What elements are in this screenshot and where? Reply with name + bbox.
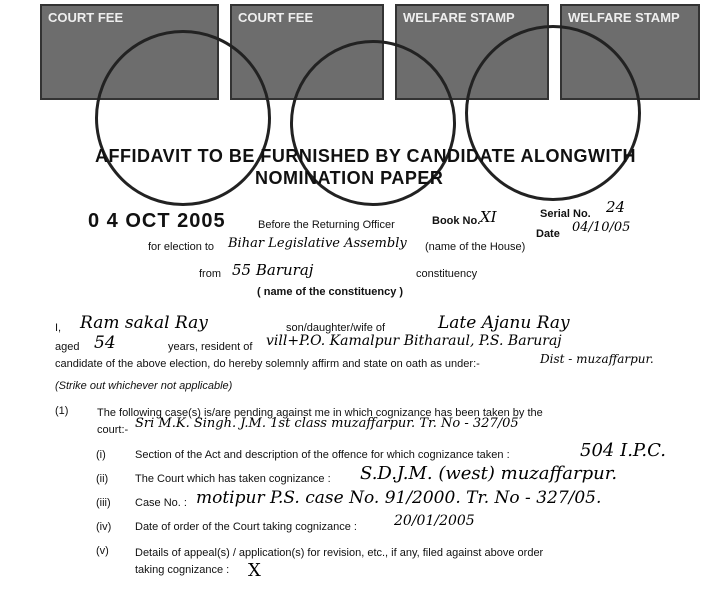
affidavit-title: AFFIDAVIT TO BE FURNISHED BY CANDIDATE ALONGWITH xyxy=(95,146,636,166)
case-number: (1) xyxy=(55,405,69,417)
age-value: 54 xyxy=(94,333,116,353)
item-number: (iv) xyxy=(96,521,112,533)
relation-label: son/daughter/wife of xyxy=(286,322,386,334)
constituency-note: ( name of the constituency ) xyxy=(257,286,404,298)
item-label: Section of the Act and description of the offence for which cognizance taken : xyxy=(135,449,510,461)
house-suffix: (name of the House) xyxy=(425,241,526,253)
item-value: motipur P.S. case No. 91/2000. Tr. No - 327/05. xyxy=(196,488,602,508)
item-label: Date of order of the Court taking cognizance : xyxy=(135,521,357,533)
item-label: Details of appeal(s) / application(s) for revision, etc., if any, filed against above order xyxy=(135,547,544,559)
item-number: (iii) xyxy=(96,497,111,509)
stamp-label: WELFARE STAMP xyxy=(568,10,680,25)
serial-no-label: Serial No. xyxy=(540,208,591,220)
serial-no-value: 24 xyxy=(606,198,626,216)
item-value: 20/01/2005 xyxy=(394,513,475,529)
strike-note: (Strike out whichever not applicable) xyxy=(55,380,233,392)
affidavit-title-line2: NOMINATION PAPER xyxy=(255,168,444,188)
item-label: The Court which has taken cognizance : xyxy=(135,473,331,485)
official-seal xyxy=(95,30,271,206)
father-name: Late Ajanu Ray xyxy=(438,313,570,333)
item-value: S.D.J.M. (west) muzaffarpur. xyxy=(360,463,618,484)
address-value: vill+P.O. Kamalpur Bitharaul, P.S. Baruraj xyxy=(266,333,562,349)
court-label: court:- xyxy=(97,424,129,436)
case-text: The following case(s) is/are pending against me in which cognizance has been taken by the xyxy=(97,407,543,419)
date-label: Date xyxy=(536,228,560,240)
district-value: Dist - muzaffarpur. xyxy=(540,352,654,366)
before-label: Before the Returning Officer xyxy=(258,219,395,231)
item-label-continued: taking cognizance : xyxy=(135,564,230,576)
court-value: Sri M.K. Singh. J.M. 1st class muzaffarpur. Tr. No - 327/05 xyxy=(135,416,519,431)
item-label: Case No. : xyxy=(135,497,187,509)
constituency-value: 55 Baruraj xyxy=(232,261,314,279)
stamp-label: COURT FEE xyxy=(48,10,124,25)
constituency-suffix: constituency xyxy=(416,268,478,280)
oath-line: candidate of the above election, do hereby solemnly affirm and state on oath as under:- xyxy=(55,358,480,370)
i-label: I, xyxy=(55,322,62,334)
item-number: (v) xyxy=(96,545,109,557)
book-no-value: XI xyxy=(480,208,497,226)
stamp-label: WELFARE STAMP xyxy=(403,10,515,25)
stamp-label: COURT FEE xyxy=(238,10,314,25)
date-stamp: 0 4 OCT 2005 xyxy=(88,210,226,232)
item-number: (i) xyxy=(96,449,106,461)
for-election-label: for election to xyxy=(148,241,215,253)
item-number: (ii) xyxy=(96,473,109,485)
book-no-label: Book No. xyxy=(432,215,481,227)
aged-label: aged xyxy=(55,341,80,353)
official-seal xyxy=(465,25,641,201)
deponent-name: Ram sakal Ray xyxy=(80,313,208,333)
item-value: 504 I.P.C. xyxy=(580,440,666,461)
house-value: Bihar Legislative Assembly xyxy=(228,236,407,251)
resident-label: years, resident of xyxy=(168,341,253,353)
item-value: X xyxy=(248,560,261,581)
date-value: 04/10/05 xyxy=(572,220,631,235)
from-label: from xyxy=(199,268,221,280)
